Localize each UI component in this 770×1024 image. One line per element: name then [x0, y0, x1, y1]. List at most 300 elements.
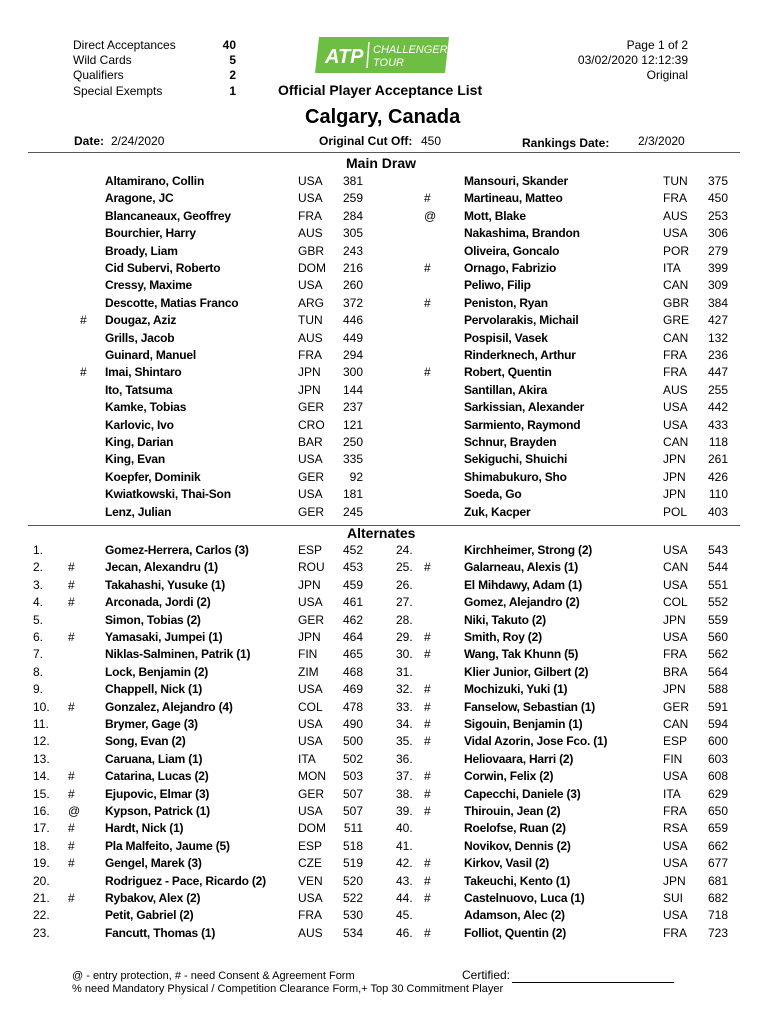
row-number: 33. [396, 699, 413, 714]
player-name: Petit, Gabriel (2) [105, 908, 194, 923]
entry-mark: @ [68, 804, 81, 818]
player-name: Broady, Liam [105, 243, 178, 258]
player-name: Kamke, Tobias [105, 400, 187, 415]
player-nationality: AUS [663, 208, 688, 223]
player-rank: 427 [707, 313, 728, 328]
player-name: Corwin, Felix (2) [464, 769, 554, 784]
player-rank: 236 [707, 348, 728, 362]
player-nationality: GER [298, 504, 325, 519]
row-number: 23. [33, 925, 50, 940]
count-label: Qualifiers [73, 68, 124, 82]
player-name: Simon, Tobias (2) [105, 612, 201, 627]
row-number: 26. [396, 577, 413, 592]
player-rank: 552 [707, 595, 728, 610]
player-rank: 243 [342, 243, 363, 258]
player-name: Kypson, Patrick (1) [105, 804, 210, 818]
player-rank: 682 [707, 891, 728, 905]
player-rank: 459 [342, 577, 363, 592]
player-nationality: JPN [298, 577, 321, 592]
player-name: Folliot, Quentin (2) [464, 925, 566, 940]
player-name: Pervolarakis, Michail [464, 313, 579, 328]
player-nationality: USA [663, 838, 688, 853]
player-nationality: CZE [298, 856, 322, 871]
player-nationality: GRE [663, 313, 690, 328]
entry-mark: # [68, 560, 75, 575]
player-rank: 237 [342, 400, 363, 415]
row-number: 3. [33, 577, 44, 592]
row-number: 28. [396, 612, 413, 627]
row-number: 40. [396, 821, 413, 836]
player-name: Bourchier, Harry [105, 226, 196, 241]
row-number: 12. [33, 734, 50, 749]
player-nationality: FRA [663, 365, 687, 380]
row-number: 13. [33, 751, 50, 766]
player-nationality: USA [663, 226, 688, 241]
player-nationality: GER [298, 612, 325, 627]
player-rank: 629 [707, 786, 728, 801]
row-number: 32. [396, 682, 413, 697]
row-number: 16. [33, 804, 50, 818]
player-rank: 468 [342, 664, 363, 679]
player-name: Pla Malfeito, Jaume (5) [105, 838, 230, 853]
entry-mark: # [424, 261, 431, 275]
player-name: Vidal Azorin, Jose Fco. (1) [464, 734, 608, 749]
player-nationality: JPN [663, 682, 686, 697]
row-number: 1. [33, 543, 44, 557]
player-nationality: AUS [298, 226, 323, 241]
player-name: Peniston, Ryan [464, 295, 548, 310]
row-number: 9. [33, 682, 44, 697]
player-name: Novikov, Dennis (2) [464, 838, 571, 853]
player-name: Sarmiento, Raymond [464, 417, 581, 432]
player-nationality: ITA [663, 786, 681, 801]
player-name: Wang, Tak Khunn (5) [464, 647, 579, 662]
player-rank: 118 [708, 435, 728, 449]
row-number: 18. [33, 838, 50, 853]
player-rank: 300 [342, 365, 363, 380]
player-name: Rinderknech, Arthur [464, 348, 576, 362]
player-rank: 560 [707, 630, 728, 644]
row-number: 31. [396, 664, 413, 679]
player-rank: 490 [342, 717, 363, 731]
player-nationality: FIN [298, 647, 318, 662]
player-rank: 502 [342, 751, 363, 766]
player-name: Cid Subervi, Roberto [105, 261, 221, 275]
row-number: 5. [33, 612, 44, 627]
player-nationality: GER [298, 786, 325, 801]
player-name: Capecchi, Daniele (3) [464, 786, 581, 801]
player-name: Karlovic, Ivo [105, 417, 174, 432]
player-name: Mochizuki, Yuki (1) [464, 682, 568, 697]
city-title: Calgary, Canada [305, 106, 461, 128]
row-number: 41. [396, 838, 413, 853]
player-rank: 260 [342, 278, 363, 293]
certified-label: Certified: [462, 968, 511, 982]
player-nationality: USA [663, 769, 688, 784]
player-rank: 511 [343, 821, 363, 836]
player-rank: 92 [349, 469, 363, 484]
player-nationality: JPN [663, 873, 686, 888]
row-number: 22. [33, 908, 50, 923]
player-nationality: AUS [298, 925, 323, 940]
entry-mark: # [424, 560, 431, 575]
player-name: Rybakov, Alex (2) [105, 891, 201, 905]
entry-mark: # [424, 191, 431, 206]
logo-challenger-text: CHALLENGER [373, 44, 448, 56]
player-nationality: USA [663, 908, 688, 923]
player-name: Smith, Roy (2) [464, 630, 542, 644]
player-rank: 534 [342, 925, 363, 940]
player-nationality: FRA [298, 208, 322, 223]
player-name: Soeda, Go [464, 487, 522, 502]
player-rank: 462 [342, 612, 363, 627]
player-rank: 284 [342, 208, 363, 223]
player-rank: 461 [342, 595, 363, 610]
player-nationality: FRA [298, 348, 322, 362]
player-nationality: USA [663, 400, 688, 415]
player-name: Altamirano, Collin [105, 174, 205, 188]
player-nationality: USA [298, 174, 323, 188]
alternates-title: Alternates [347, 525, 416, 541]
entry-mark: # [424, 891, 431, 905]
player-rank: 399 [707, 261, 728, 275]
player-name: Zuk, Kacper [464, 504, 531, 519]
player-rank: 449 [342, 330, 363, 345]
count-label: Wild Cards [73, 53, 132, 67]
entry-mark: # [424, 699, 431, 714]
atp-logo-icon [315, 36, 453, 74]
player-nationality: USA [298, 891, 323, 905]
player-name: Sekiguchi, Shuichi [464, 452, 568, 467]
player-name: Arconada, Jordi (2) [105, 595, 211, 610]
player-rank: 309 [707, 278, 728, 293]
player-name: Gengel, Marek (3) [105, 856, 202, 871]
player-rank: 255 [707, 382, 728, 397]
player-name: Kirchheimer, Strong (2) [464, 543, 593, 557]
rankings-value: 2/3/2020 [638, 134, 685, 148]
entry-mark: # [424, 682, 431, 697]
player-rank: 564 [707, 664, 728, 679]
player-name: Koepfer, Dominik [105, 469, 201, 484]
logo-atp-text: ATP [325, 46, 364, 68]
player-name: Oliveira, Goncalo [464, 243, 560, 258]
player-name: Adamson, Alec (2) [464, 908, 565, 923]
player-rank: 507 [342, 804, 363, 818]
player-nationality: ARG [298, 295, 325, 310]
footer-legend-line2: % need Mandatory Physical / Competition Clearance Form,+ Top 30 Commitment Player [72, 983, 504, 995]
entry-mark: # [424, 365, 431, 380]
player-nationality: BRA [663, 664, 688, 679]
player-nationality: ROU [298, 560, 325, 575]
player-nationality: JPN [663, 469, 686, 484]
player-nationality: GER [298, 469, 325, 484]
row-number: 34. [396, 717, 413, 731]
player-rank: 530 [342, 908, 363, 923]
player-name: Nakashima, Brandon [464, 226, 580, 241]
player-name: Mott, Blake [464, 208, 526, 223]
player-name: Fanselow, Sebastian (1) [464, 699, 595, 714]
signature-line [512, 982, 674, 983]
player-nationality: JPN [298, 630, 321, 644]
player-name: Grills, Jacob [105, 330, 175, 345]
player-name: Blancaneaux, Geoffrey [105, 208, 231, 223]
row-number: 19. [33, 856, 50, 871]
player-rank: 372 [342, 295, 363, 310]
print-datetime: 03/02/2020 12:12:39 [577, 53, 688, 67]
player-rank: 381 [342, 174, 363, 188]
player-rank: 450 [707, 191, 728, 206]
entry-mark: # [424, 925, 431, 940]
entry-mark: # [68, 699, 75, 714]
version-label: Original [646, 68, 688, 82]
player-rank: 681 [707, 873, 728, 888]
player-rank: 650 [707, 804, 728, 818]
player-name: Takahashi, Yusuke (1) [105, 577, 226, 592]
player-nationality: CRO [298, 417, 325, 432]
entry-mark: # [68, 630, 75, 644]
player-rank: 110 [708, 487, 728, 502]
player-nationality: USA [298, 595, 323, 610]
player-nationality: FRA [663, 348, 687, 362]
player-rank: 426 [707, 469, 728, 484]
player-name: Guinard, Manuel [105, 348, 197, 362]
date-label: Date: [74, 134, 105, 148]
entry-mark: # [68, 595, 75, 610]
player-name: Peliwo, Filip [464, 278, 531, 293]
player-nationality: ESP [298, 838, 323, 853]
player-rank: 591 [707, 699, 728, 714]
player-rank: 121 [342, 417, 363, 432]
player-name: Hardt, Nick (1) [105, 821, 184, 836]
player-name: Gomez-Herrera, Carlos (3) [105, 543, 249, 557]
player-name: Roelofse, Ruan (2) [464, 821, 566, 836]
player-nationality: POR [663, 243, 690, 258]
list-title: Official Player Acceptance List [278, 82, 483, 98]
player-name: Ejupovic, Elmar (3) [105, 786, 210, 801]
player-rank: 469 [342, 682, 363, 697]
player-name: Caruana, Liam (1) [105, 751, 203, 766]
player-name: Rodriguez - Pace, Ricardo (2) [105, 873, 266, 888]
player-name: Imai, Shintaro [105, 365, 182, 380]
count-value: 40 [222, 38, 236, 52]
player-rank: 453 [342, 560, 363, 575]
player-nationality: COL [663, 595, 688, 610]
player-rank: 518 [342, 838, 363, 853]
row-number: 37. [396, 769, 413, 784]
row-number: 39. [396, 804, 413, 818]
player-nationality: GBR [663, 295, 690, 310]
player-name: Galarneau, Alexis (1) [464, 560, 579, 575]
player-nationality: DOM [298, 821, 326, 836]
player-nationality: USA [663, 856, 688, 871]
player-rank: 452 [342, 543, 363, 557]
player-rank: 259 [342, 191, 363, 206]
player-name: Ornago, Fabrizio [464, 261, 557, 275]
player-nationality: BAR [298, 435, 323, 449]
player-nationality: USA [663, 577, 688, 592]
player-rank: 603 [707, 751, 728, 766]
player-rank: 608 [707, 769, 728, 784]
date-value: 2/24/2020 [111, 134, 165, 148]
player-name: Lenz, Julian [105, 504, 172, 519]
player-rank: 659 [707, 821, 728, 836]
player-nationality: TUN [663, 174, 688, 188]
player-rank: 500 [342, 734, 363, 749]
player-name: Sarkissian, Alexander [464, 400, 585, 415]
player-rank: 279 [707, 243, 728, 258]
player-rank: 562 [707, 647, 728, 662]
row-number: 29. [396, 630, 413, 644]
main-draw-title: Main Draw [346, 155, 417, 171]
entry-mark: # [68, 769, 75, 784]
player-nationality: JPN [298, 365, 321, 380]
player-rank: 662 [707, 838, 728, 853]
entry-mark: # [424, 717, 431, 731]
player-rank: 306 [707, 226, 728, 241]
player-nationality: FRA [663, 647, 687, 662]
player-rank: 520 [342, 873, 363, 888]
player-name: Aragone, JC [105, 191, 174, 206]
entry-mark: # [424, 295, 431, 310]
player-nationality: USA [298, 734, 323, 749]
entry-mark: # [68, 821, 75, 836]
player-nationality: USA [298, 717, 323, 731]
row-number: 11. [33, 717, 49, 731]
row-number: 21. [33, 891, 50, 905]
player-rank: 718 [707, 908, 728, 923]
player-name: Castelnuovo, Luca (1) [464, 891, 585, 905]
cutoff-value: 450 [421, 134, 442, 148]
row-number: 30. [396, 647, 413, 662]
divider [28, 152, 740, 153]
entry-mark: # [68, 577, 75, 592]
player-name: Takeuchi, Kento (1) [464, 873, 570, 888]
rankings-label: Rankings Date: [522, 136, 610, 150]
player-name: Schnur, Brayden [464, 435, 557, 449]
player-nationality: GBR [298, 243, 325, 258]
player-name: Jecan, Alexandru (1) [105, 560, 218, 575]
player-name: Fancutt, Thomas (1) [105, 925, 216, 940]
entry-mark: # [80, 313, 87, 328]
player-rank: 216 [342, 261, 363, 275]
player-name: Kwiatkowski, Thai-Son [105, 487, 231, 502]
player-name: Thirouin, Jean (2) [464, 804, 561, 818]
player-rank: 132 [707, 330, 728, 345]
player-name: Niki, Takuto (2) [464, 612, 546, 627]
count-label: Special Exempts [73, 84, 163, 98]
page-number: Page 1 of 2 [626, 38, 688, 52]
entry-mark: # [68, 891, 75, 905]
player-name: Santillan, Akira [464, 382, 548, 397]
count-value: 1 [229, 84, 236, 98]
player-rank: 447 [707, 365, 728, 380]
player-nationality: SUI [663, 891, 684, 905]
player-name: Cressy, Maxime [105, 278, 193, 293]
player-rank: 305 [342, 226, 363, 241]
player-nationality: USA [298, 191, 323, 206]
row-number: 4. [33, 595, 44, 610]
player-nationality: JPN [663, 452, 686, 467]
entry-mark: # [424, 769, 431, 784]
player-rank: 181 [342, 487, 363, 502]
player-rank: 478 [342, 699, 363, 714]
player-rank: 522 [342, 891, 363, 905]
player-name: Kirkov, Vasil (2) [464, 856, 550, 871]
player-nationality: FRA [298, 908, 322, 923]
player-name: Dougaz, Aziz [105, 313, 177, 328]
player-nationality: CAN [663, 560, 689, 575]
player-nationality: COL [298, 699, 323, 714]
row-number: 6. [33, 630, 44, 644]
player-nationality: AUS [298, 330, 323, 345]
player-nationality: USA [663, 417, 688, 432]
player-rank: 375 [707, 174, 728, 188]
player-nationality: MON [298, 769, 326, 784]
player-name: King, Darian [105, 435, 174, 449]
player-nationality: CAN [663, 435, 689, 449]
player-rank: 335 [342, 452, 363, 467]
row-number: 44. [396, 891, 413, 905]
player-nationality: CAN [663, 717, 689, 731]
player-rank: 723 [707, 925, 728, 940]
footer-legend-line1: @ - entry protection, # - need Consent & Agreement Form [72, 970, 355, 982]
player-rank: 294 [342, 348, 363, 362]
player-rank: 261 [707, 452, 728, 467]
player-rank: 677 [707, 856, 728, 871]
entry-mark: # [68, 838, 75, 853]
player-name: Catarina, Lucas (2) [105, 769, 209, 784]
player-nationality: ZIM [298, 664, 319, 679]
entry-mark: # [424, 856, 431, 871]
player-rank: 253 [707, 208, 728, 223]
row-number: 36. [396, 751, 413, 766]
row-number: 45. [396, 908, 413, 923]
player-nationality: USA [298, 487, 323, 502]
player-rank: 543 [707, 543, 728, 557]
player-rank: 245 [342, 504, 363, 519]
player-rank: 384 [707, 295, 728, 310]
entry-mark: # [424, 804, 431, 818]
player-nationality: USA [298, 682, 323, 697]
player-nationality: TUN [298, 313, 323, 328]
player-name: Descotte, Matias Franco [105, 295, 239, 310]
entry-mark: # [424, 873, 431, 888]
player-name: Ito, Tatsuma [105, 382, 173, 397]
player-name: Niklas-Salminen, Patrik (1) [105, 647, 251, 662]
player-name: Sigouin, Benjamin (1) [464, 717, 583, 731]
count-value: 2 [229, 68, 236, 82]
player-rank: 465 [342, 647, 363, 662]
player-nationality: FIN [663, 751, 683, 766]
player-nationality: ITA [663, 261, 681, 275]
player-nationality: JPN [298, 382, 321, 397]
entry-mark: @ [424, 208, 437, 223]
player-name: Lock, Benjamin (2) [105, 664, 209, 679]
atp-challenger-logo [315, 36, 453, 74]
entry-mark: # [424, 630, 431, 644]
player-name: Martineau, Matteo [464, 191, 563, 206]
row-number: 2. [33, 560, 44, 575]
row-number: 35. [396, 734, 413, 749]
player-nationality: GER [298, 400, 325, 415]
entry-mark: # [424, 734, 431, 749]
count-value: 5 [229, 53, 236, 67]
row-number: 38. [396, 786, 413, 801]
player-name: El Mihdawy, Adam (1) [464, 577, 583, 592]
player-name: Shimabukuro, Sho [464, 469, 567, 484]
player-rank: 588 [707, 682, 728, 697]
player-name: Klier Junior, Gilbert (2) [464, 664, 589, 679]
